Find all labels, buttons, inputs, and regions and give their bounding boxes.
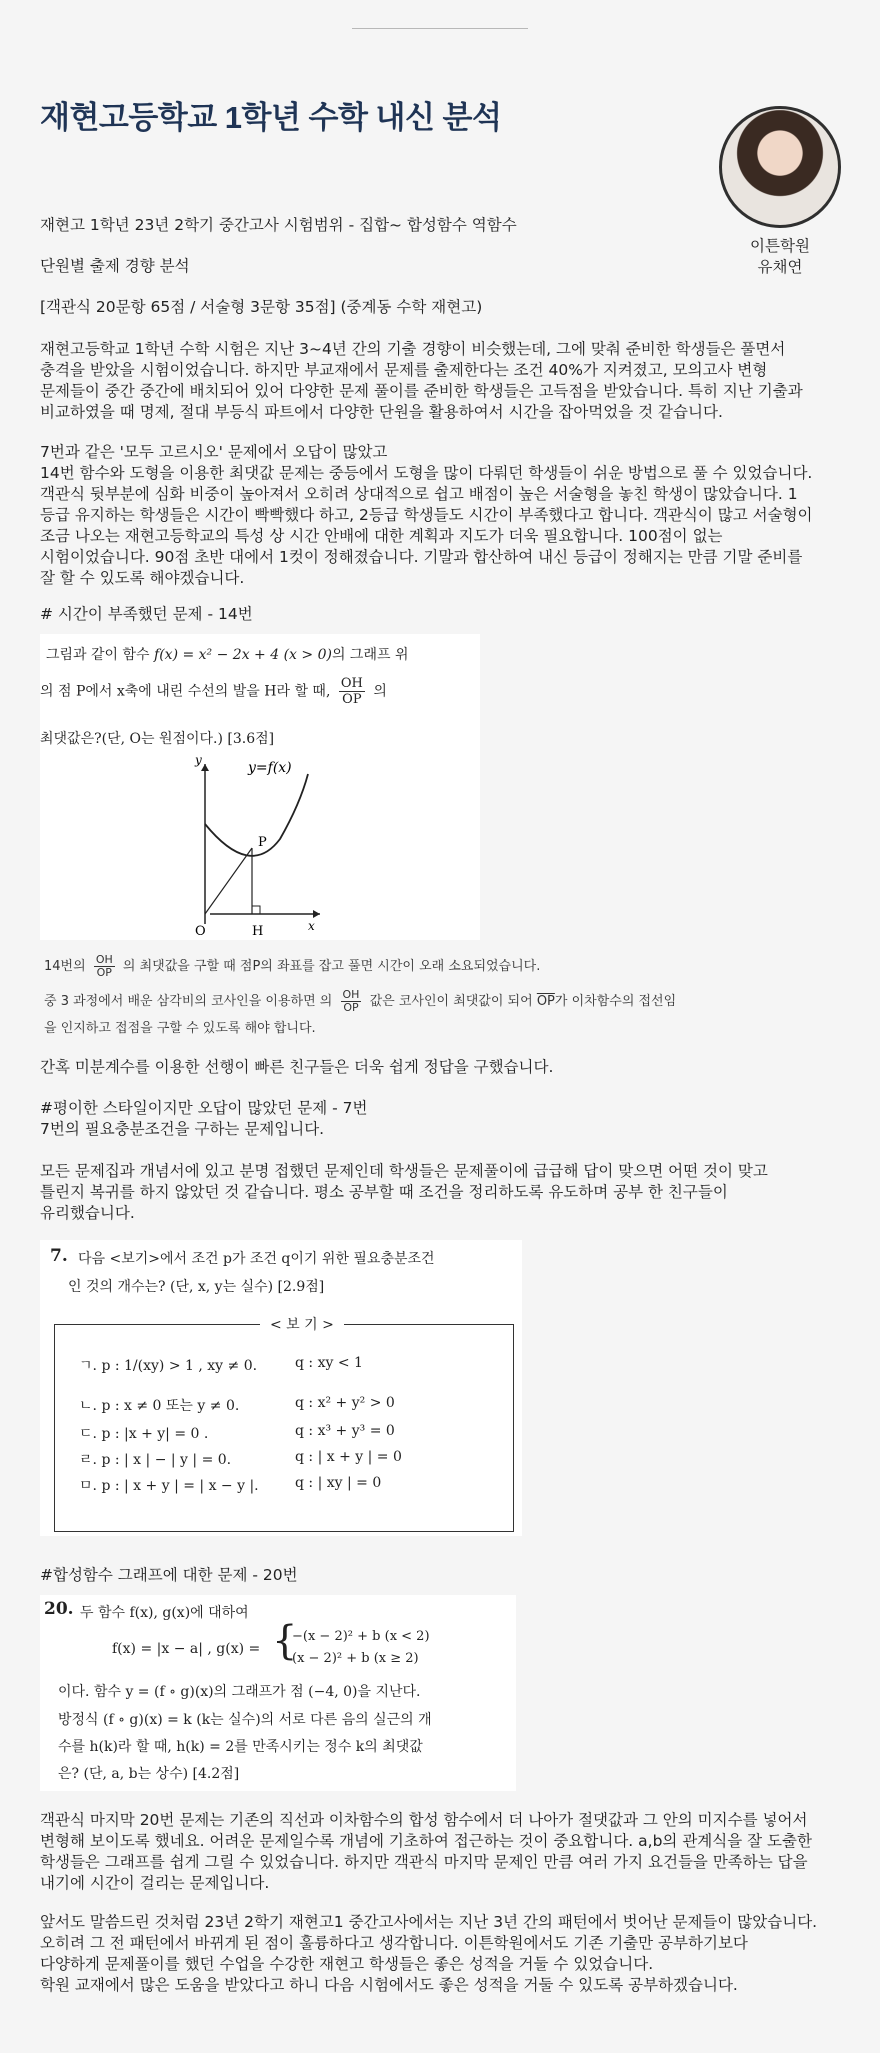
svg-text:y: y [195, 753, 202, 767]
problem20-image: 20. 두 함수 f(x), g(x)에 대하여 f(x) = |x − a| , g(x) = { −(x − 2)² + b (x < 2) (x − 2)² + b (x ≥ 2) 이다. 함수 y = (f ∘ g)(x)의 그래프가 점 (−4, 0)을 지난다. 방정식 (f ∘ g)(x) = k (k는 실수)의 서로 다른 음의 실근의 개 수를 h(k)라 할 때, h(k) = 2를 만족시키는 정수 k의 최댓값 은? (단, a, b는 상수) [4.2점] [40, 1595, 516, 1791]
closing-paragraph: 앞서도 말씀드린 것처럼 23년 2학기 재현고1 중간고사에서는 지난 3년 간의 패턴에서 벗어난 문제들이 많았습니다. 오히려 그 전 패턴에서 바뀌게 된 점이 훌륭하다고 생각합니다. 이튼학원에서도 기존 기출만 공부하기보다 다양하게 문제풀이를 했던 수업을 수강한 재현고 학생들은 좋은 성적을 거둘 수 있었습니다. 학원 교재에서 많은 도움을 받았다고 하니 다음 시험에서도 좋은 성적을 거둘 수 있도록 공부하겠습니다. [40, 1913, 818, 1994]
teacher-name: 유채연 [757, 258, 803, 276]
svg-text:O: O [195, 924, 206, 939]
problem14-note-3: 을 인지하고 접점을 구할 수 있도록 해야 합니다. [44, 1021, 316, 1036]
teacher-avatar [719, 106, 841, 228]
bogi-box: < 보 기 > ㄱ. p : 1/(xy) > 1 , xy ≠ 0. q : xy < 1 ㄴ. p : x ≠ 0 또는 y ≠ 0. q : x² + y² > 0 ㄷ. p : |x + y| = 0 . q : x³ + y³ = 0 ㄹ. p : | x | − | y | = 0. q : | x + y | = 0 ㅁ. p : | x + y | = | x − y |. q : | xy | = 0 [54, 1324, 514, 1532]
svg-text:H: H [252, 924, 264, 939]
problem14-heading: # 시간이 부족했던 문제 - 14번 [40, 605, 253, 623]
problem20-analysis: 객관식 마지막 20번 문제는 기존의 직선과 이차함수의 합성 함수에서 더 나아가 절댓값과 그 안의 미지수를 넣어서 변형해 보이도록 했네요. 어려운 문제일수록 개념에 기초하여 접근하는 것이 중요합니다. a,b의 관계식을 잘 도출한 학생들은 그래프를 쉽게 그릴 수 있었습니다. 하지만 객관식 마지막 문제인 만큼 여러 가지 요건들을 만족하는 답을 내기에 시간이 걸리는 문제입니다. [40, 1811, 812, 1892]
exam-scope: 재현고 1학년 23년 2학기 중간고사 시험범위 - 집합~ 합성함수 역함수 [40, 216, 517, 234]
exam-format: [객관식 20문항 65점 / 서술형 3문항 35점] (중계동 수학 재현고) [40, 298, 483, 316]
teacher-academy: 이튼학원 [750, 237, 810, 255]
svg-text:y=f(x): y=f(x) [248, 760, 292, 776]
problem7-image: 7. 다음 <보기>에서 조건 p가 조건 q이기 위한 필요충분조건 인 것의 개수는? (단, x, y는 실수) [2.9점] < 보 기 > ㄱ. p : 1/(xy) > 1 , xy ≠ 0. q : xy < 1 ㄴ. p : x ≠ 0 또는 y ≠ 0. q : x² + y² > 0 ㄷ. p : |x + y| = 0 . q : x³ + y³ = 0 ㄹ. p : | x | − | y | = 0. q : | x + y | = 0 ㅁ. p : | x + y | = | x − y |. q : | xy | = 0 [40, 1240, 522, 1536]
analysis-paragraph-1: 재현고등학교 1학년 수학 시험은 지난 3~4년 간의 기출 경향이 비슷했는데, 그에 맞춰 준비한 학생들은 풀면서 충격을 받았을 시험이었습니다. 하지만 부교재에서 문제를 출제한다는 조건 40%가 지켜졌고, 모의고사 변형 문제들이 중간 중간에 배치되어 있어 다양한 문제 풀이를 준비한 학생들은 고득점을 받았습니다. 특히 지난 기출과 비교하였을 때 명제, 절대 부등식 파트에서 다양한 단원을 활용하여서 시간을 잡아먹었을 것 같습니다. [40, 340, 803, 421]
problem14-graph [40, 634, 480, 940]
problem14-note-1: 14번의 $\frac{OH}{OP}$ 의 최댓값을 구할 때 점P의 좌표를 잡고 풀면 시간이 오래 소요되었습니다. [44, 953, 541, 979]
intro-block [40, 215, 840, 318]
problem7-text: #평이한 스타일이지만 오답이 많았던 문제 - 7번 7번의 필요충분조건을 구하는 문제입니다. 모든 문제집과 개념서에 있고 분명 접했던 문제인데 학생들은 문제풀이에 급급해 답이 맞으면 어떤 것이 맞고 틀린지 복귀를 하지 않았던 것 같습니다. 평소 공부할 때 조건을 정리하도록 유도하며 공부 한 친구들이 유리했습니다. [40, 1099, 768, 1222]
section-heading: 단원별 출제 경향 분석 [40, 257, 190, 275]
svg-text:x: x [308, 919, 315, 933]
problem14-image: 그림과 같이 함수 f(x) = x² − 2x + 4 (x > 0)의 그래프 위 의 점 P에서 x축에 내린 수선의 발을 H라 할 때, $\frac{OH}{OP}$ 의 최댓값은?(단, O는 원점이다.) [3.6점] y=f(x) y x O H P [40, 634, 480, 940]
problem14-after: 간혹 미분계수를 이용한 선행이 빠른 친구들은 더욱 쉽게 정답을 구했습니다. [40, 1058, 554, 1076]
problem20-heading: #합성함수 그래프에 대한 문제 - 20번 [40, 1566, 298, 1584]
page-title: 재현고등학교 1학년 수학 내신 분석 [40, 100, 502, 135]
svg-text:P: P [258, 835, 267, 850]
top-divider [352, 28, 528, 29]
analysis-paragraph-2: 7번과 같은 '모두 고르시오' 문제에서 오답이 많았고 14번 함수와 도형을 이용한 최댓값 문제는 중등에서 도형을 많이 다뤄던 학생들이 쉬운 방법으로 풀 수 있었습니다. 객관식 뒷부분에 심화 비중이 높아져서 오히려 상대적으로 쉽고 배점이 높은 서술형을 놓친 학생이 많았습니다. 1 등급 유지하는 학생들은 시간이 빡빡했다 하고, 2등급 학생들도 시간이 부족했다고 합니다. 객관식이 많고 서술형이 조금 나오는 재현고등학교의 특성 상 시간 안배에 대한 계획과 지도가 더욱 필요합니다. 100점이 없는 시험이었습니다. 90점 초반 대에서 1컷이 정해졌습니다. 기말과 합산하여 내신 등급이 정해지는 만큼 기말 준비를 잘 할 수 있도록 해야겠습니다. [40, 443, 813, 587]
problem14-note-2: 중 3 과정에서 배운 삼각비의 코사인을 이용하면 의 $\frac{OH}{OP}$ 값은 코사인이 최댓값이 되어 $\overline{OP}$가 이차함수의 접선임 [44, 988, 677, 1014]
